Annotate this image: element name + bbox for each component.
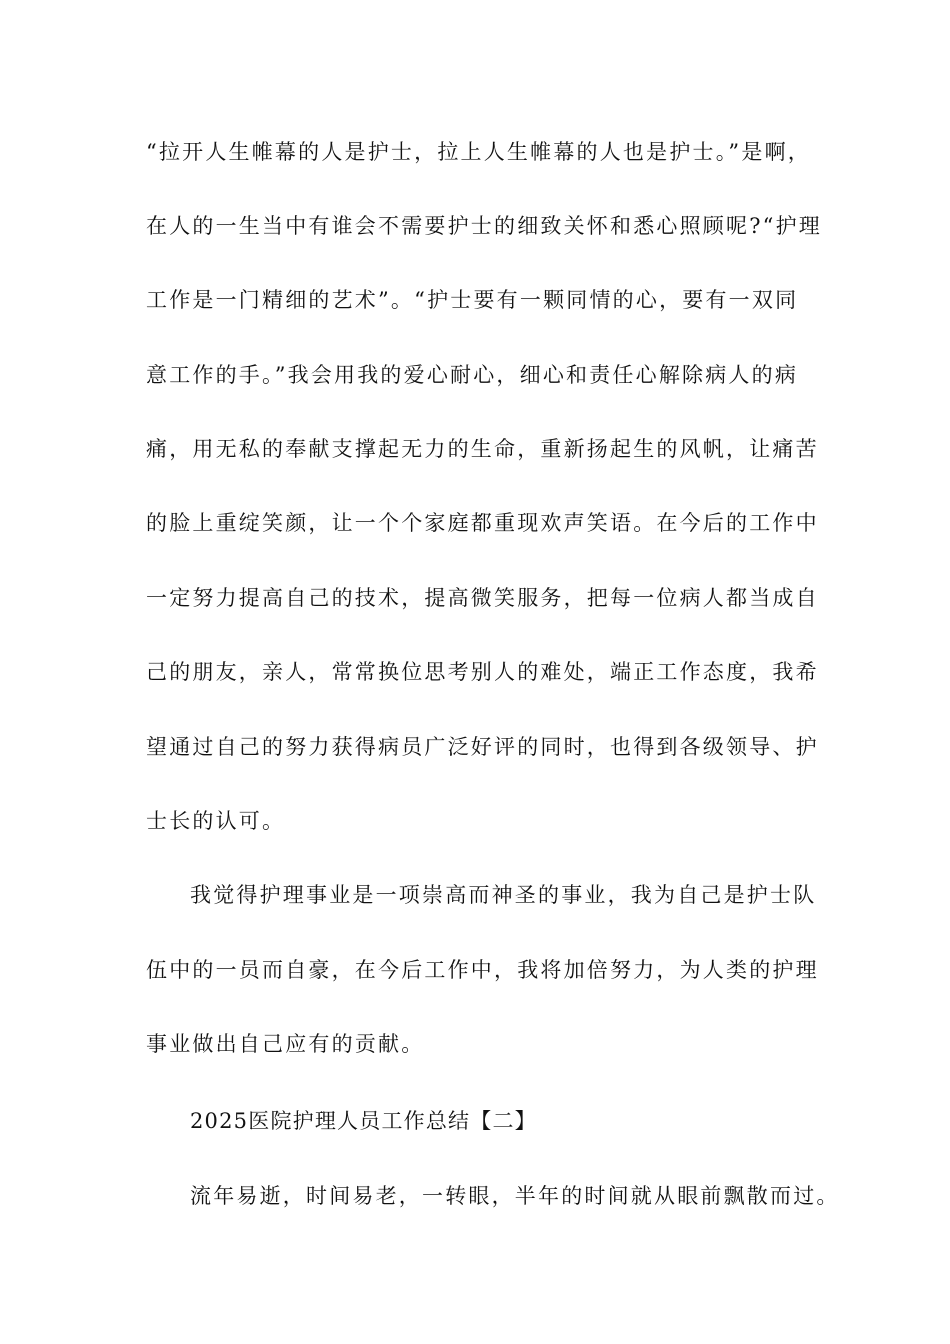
paragraph-1-line-9: 望通过自己的努力获得病员广泛好评的同时，也得到各级领导、护 [146, 735, 819, 759]
paragraph-1-line-7: 一定努力提高自己的技术，提高微笑服务，把每一位病人都当成自 [146, 586, 819, 610]
paragraph-1-line-4: 意工作的手。”我会用我的爱心耐心，细心和责任心解除病人的病 [146, 363, 799, 387]
paragraph-1-line-6: 的脸上重绽笑颜，让一个个家庭都重现欢声笑语。在今后的工作中 [146, 511, 819, 535]
paragraph-1-line-1: “拉开人生帷幕的人是护士，拉上人生帷幕的人也是护士。”是啊， [146, 140, 811, 164]
section-heading: 2025医院护理人员工作总结【二】 [190, 1109, 537, 1133]
paragraph-1-line-3: 工作是一门精细的艺术”。“护士要有一颗同情的心，要有一双同 [146, 288, 799, 312]
paragraph-1-line-5: 痛，用无私的奉献支撑起无力的生命，重新扬起生的风帆，让痛苦 [146, 437, 819, 461]
paragraph-1-line-2: 在人的一生当中有谁会不需要护士的细致关怀和悉心照顾呢?“护理 [146, 214, 822, 238]
paragraph-2-line-2: 伍中的一员而自豪，在今后工作中，我将加倍努力，为人类的护理 [146, 958, 819, 982]
paragraph-1-line-8: 己的朋友，亲人，常常换位思考别人的难处，端正工作态度，我希 [146, 660, 819, 684]
paragraph-2-line-1: 我觉得护理事业是一项崇高而神圣的事业，我为自己是护士队 [190, 883, 817, 907]
paragraph-3-line-1: 流年易逝，时间易老，一转眼，半年的时间就从眼前飘散而过。 [190, 1184, 840, 1208]
paragraph-2-line-3: 事业做出自己应有的贡献。 [146, 1032, 425, 1056]
paragraph-1-line-10: 士长的认可。 [146, 809, 286, 833]
